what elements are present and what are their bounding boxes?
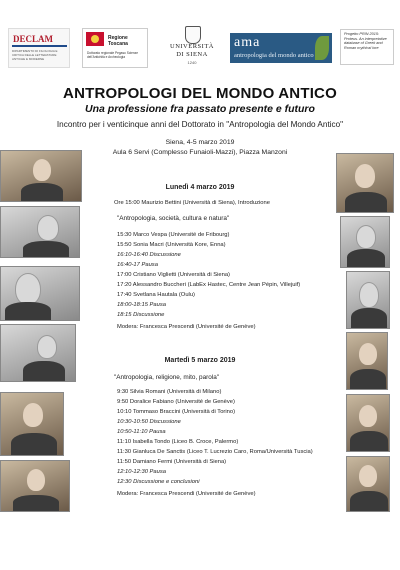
declam-logo-subtitle: DIPARTIMENTO DI FILOLOGIA E CRITICA DELLE LETTERATURE ANTICHE E MODERNE (12, 49, 58, 61)
portrait-photo (0, 266, 80, 321)
schedule-item: 17:40 Svetlana Hautala (Oulu) (117, 292, 195, 298)
event-venue: Aula 6 Servi (Complesso Funaioli-Mazzi), Piazza Manzoni (112, 149, 288, 156)
declam-logo-title: DECLAM (13, 34, 53, 44)
schedule-item: 17:00 Cristiano Viglietti (Università di Siena) (117, 272, 230, 278)
schedule-item: 11:50 Damiano Fermi (Università di Siena) (117, 459, 227, 465)
schedule-item: 18:00-18:15 Pausa (117, 302, 166, 308)
schedule-item: 17:20 Alessandro Buccheri (LabEx Hastec, Centre Jean Pépin, Villejuif) (117, 282, 301, 288)
portrait-photo (346, 456, 390, 512)
schedule-item: 12:10-12:30 Pausa (117, 469, 166, 475)
declam-logo-bar (12, 45, 67, 47)
universita-siena-logo (166, 26, 218, 68)
schedule-item: 10:50-11:10 Pausa (117, 429, 166, 435)
ama-logo (230, 33, 332, 63)
schedule-item: 16:10-16:40 Discussione (117, 252, 181, 258)
portrait-photo (346, 271, 390, 329)
page-subtitle: Una professione fra passato presente e futuro (85, 103, 315, 115)
schedule-item: 18:15 Discussione (117, 312, 165, 318)
day1-moderator: Modera: Francesca Prescendi (Université de Genève) (117, 324, 256, 330)
portrait-photo (346, 394, 390, 452)
day1-intro: Ore 15:00 Maurizio Bettini (Università di Siena), Introduzione (114, 200, 270, 206)
day2-heading: Martedì 5 marzo 2019 (164, 357, 236, 364)
toscana-logo-subtitle: Dottorato regionale Pegaso Scienze dell'Antichità e Archeologia (87, 51, 139, 59)
portrait-photo (0, 324, 76, 382)
siena-logo-year: 1240 (187, 60, 197, 65)
day1-heading: Lunedì 4 marzo 2019 (165, 184, 235, 191)
schedule-item: 11:30 Gianluca De Sanctis (Liceo T. Lucrezio Caro, Roma/Università Tuscia) (117, 449, 313, 455)
schedule-item: 15:30 Marco Vespa (Université de Fribourg) (117, 232, 230, 238)
schedule-item: 15:50 Sonia Macri (Università Kore, Enna) (117, 242, 226, 248)
siena-logo-name: UNIVERSITÀ DI SIENA (170, 43, 214, 58)
leaf-icon (315, 36, 329, 60)
page-title: ANTROPOLOGI DEL MONDO ANTICO (63, 85, 337, 102)
toscana-logo-title: Regione Toscana (108, 35, 128, 47)
regione-toscana-logo (82, 28, 148, 68)
schedule-item: 12:30 Discussione e conclusioni (117, 479, 200, 485)
pegasus-flag-icon (86, 32, 104, 46)
schedule-item: 16:40-17 Pausa (117, 262, 158, 268)
prin-logo-text: Progetto PRIN 2015: Proteus. An interpretative database of Greek and Roman mythical lore (344, 32, 387, 50)
siena-crest-icon (185, 26, 201, 44)
declam-logo (8, 28, 70, 68)
portrait-photo (0, 460, 70, 512)
schedule-item: 10:30-10:50 Discussione (117, 419, 181, 425)
day2-moderator: Modera: Francesca Prescendi (Université de Genève) (117, 491, 256, 497)
day1-section-title: "Antropologia, società, cultura e natura" (117, 215, 230, 222)
ama-logo-subtitle: antropologia del mondo antico (234, 52, 314, 59)
event-dates: Siena, 4-5 marzo 2019 (165, 139, 235, 146)
portrait-photo (336, 153, 394, 213)
portrait-photo (0, 206, 80, 258)
portrait-photo (0, 150, 82, 202)
ama-logo-title: ama (234, 35, 261, 50)
portrait-photo (0, 392, 64, 456)
schedule-item: 10:10 Tommaso Braccini (Università di Torino) (117, 409, 236, 415)
event-description: Incontro per i venticinque anni del Dottorato in "Antropologia del Mondo Antico" (56, 120, 344, 129)
schedule-item: 11:10 Isabella Tondo (Liceo B. Croce, Palermo) (117, 439, 239, 445)
day2-section-title: "Antropologia, religione, mito, parola" (114, 374, 220, 381)
schedule-item: 9:50 Doralice Fabiano (Université de Genève) (117, 399, 235, 405)
portrait-photo (340, 216, 390, 268)
prin-proteus-logo (340, 29, 394, 65)
schedule-item: 9:30 Silvia Romani (Università di Milano) (117, 389, 222, 395)
